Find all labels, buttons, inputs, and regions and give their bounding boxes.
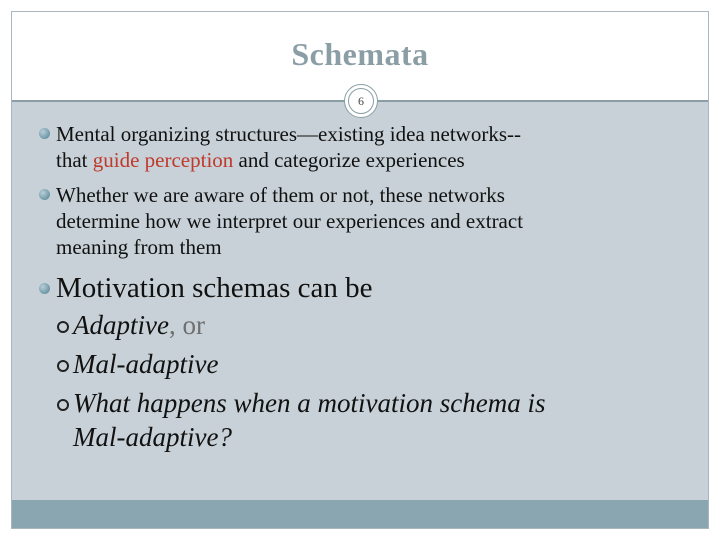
sub-bullet-3-line-1: What happens when a motivation schema is: [73, 388, 546, 418]
sub-bullet-1-main: Adaptive: [73, 310, 169, 340]
sub-bullet-ring-icon: [57, 399, 69, 411]
page-number-badge: [344, 84, 378, 118]
page-number: 6: [348, 88, 374, 114]
bullet-dot-icon: [39, 189, 50, 200]
sub-bullet-ring-icon: [57, 321, 69, 333]
bullet-2-line-1: Whether we are aware of them or not, these networks: [56, 183, 505, 207]
bullet-1-line-2-post: and categorize experiences: [233, 148, 465, 172]
bullet-1-line-2-pre: that: [56, 148, 93, 172]
footer-bar: [12, 500, 708, 528]
slide-title: Schemata: [291, 36, 429, 72]
bullet-1-line-2: [56, 147, 465, 173]
bullet-1-line-1: Mental organizing structures—existing idea networks--: [56, 122, 521, 146]
bullet-3-text: Motivation schemas can be: [56, 272, 373, 304]
sub-bullet-1: [73, 309, 205, 342]
sub-bullet-ring-icon: [57, 360, 69, 372]
bullet-2-line-3: meaning from them: [56, 235, 222, 259]
sub-bullet-1-tail: , or: [168, 310, 205, 340]
sub-bullet-3-line-2: Mal-adaptive?: [73, 422, 232, 452]
bullet-1-highlight: guide perception: [92, 148, 234, 172]
sub-bullet-2: Mal-adaptive: [73, 349, 219, 379]
bullet-2-line-2: determine how we interpret our experiences and extract: [56, 209, 524, 233]
bullet-dot-icon: [39, 128, 50, 139]
bullet-dot-icon: [39, 283, 50, 294]
